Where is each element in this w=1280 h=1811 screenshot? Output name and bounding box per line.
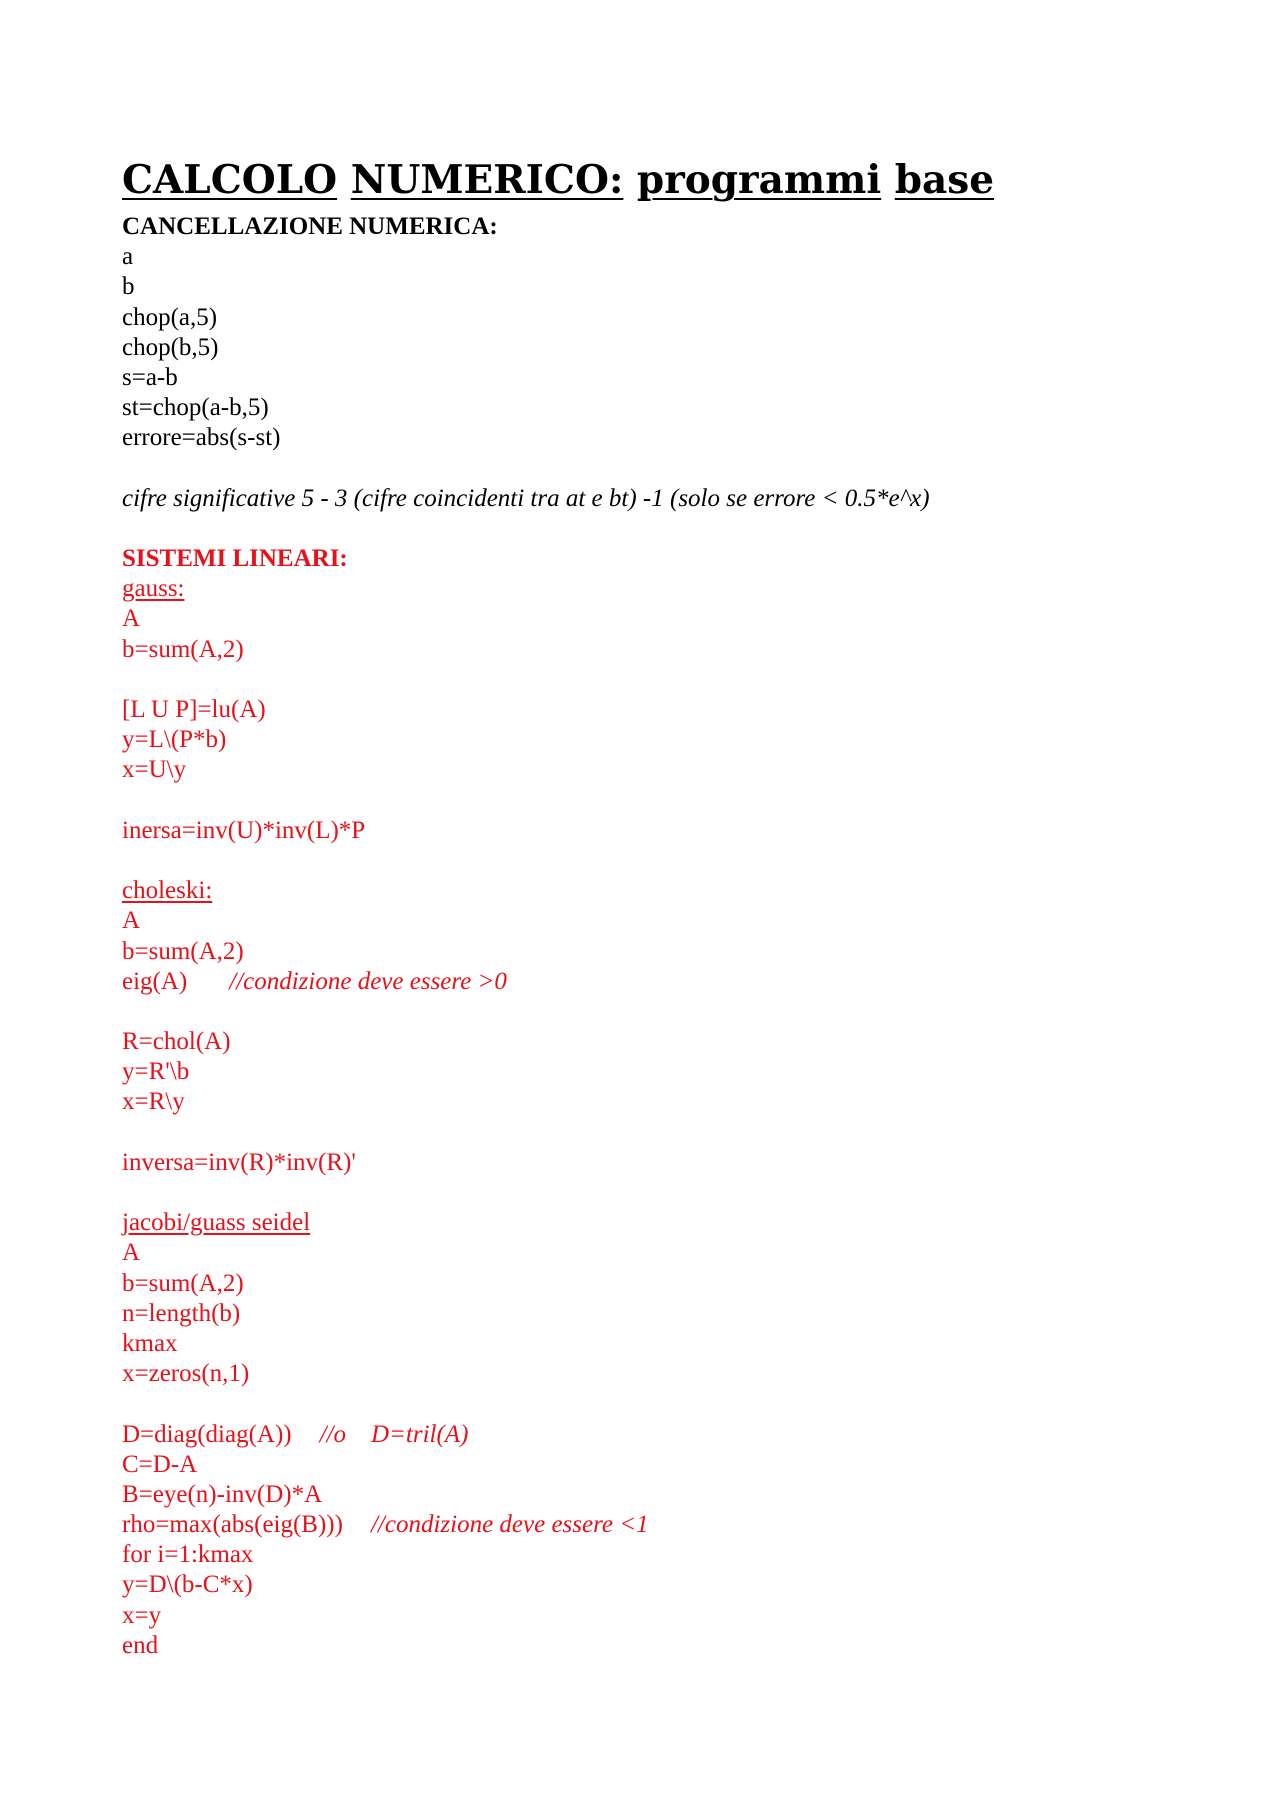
page-title — [122, 152, 1182, 208]
code-line: R=chol(A) — [122, 1028, 231, 1056]
code-line: st=chop(a-b,5) — [122, 394, 269, 422]
section-sistemi-lineari — [122, 544, 1182, 1661]
code-line: for i=1:kmax — [122, 1541, 254, 1569]
section-heading-sistemi: SISTEMI LINEARI: — [122, 545, 348, 573]
code-line: errore=abs(s-st) — [122, 424, 281, 452]
code-line: x=R\y — [122, 1088, 185, 1116]
code-line: y=L\(P*b) — [122, 726, 227, 754]
subsection-label-jacobi: jacobi/guass seidel — [122, 1209, 311, 1237]
code-line: x=U\y — [122, 756, 187, 784]
code-line: end — [122, 1631, 159, 1659]
blank-line — [122, 454, 1182, 484]
code-line: x=y — [122, 1601, 162, 1629]
code-line-with-comment — [122, 1510, 1182, 1540]
code-line: s=a-b — [122, 363, 178, 391]
section-heading-cancellazione: CANCELLAZIONE NUMERICA: — [122, 213, 498, 240]
code-line-with-comment — [122, 1420, 1182, 1450]
code-line-with-comment — [122, 967, 1182, 997]
code-text: rho=max(abs(eig(B))) — [122, 1511, 343, 1539]
blank-line — [122, 1389, 1182, 1419]
code-line: b=sum(A,2) — [122, 1269, 244, 1297]
blank-line — [122, 786, 1182, 816]
code-line: chop(b,5) — [122, 333, 219, 361]
significant-digits-note: cifre significative 5 - 3 (cifre coincidenti tra at e bt) -1 (solo se errore < 0.5*e^x) — [122, 484, 930, 512]
code-text: eig(A) — [122, 967, 188, 995]
blank-line — [122, 514, 1182, 544]
code-line: B=eye(n)-inv(D)*A — [122, 1480, 323, 1508]
code-line: y=R'\b — [122, 1058, 190, 1086]
code-line: y=D\(b-C*x) — [122, 1571, 253, 1599]
code-line: n=length(b) — [122, 1299, 241, 1327]
code-line: b=sum(A,2) — [122, 937, 244, 965]
code-comment: //o D=tril(A) — [319, 1420, 469, 1448]
code-line: kmax — [122, 1329, 178, 1357]
code-line: chop(a,5) — [122, 303, 218, 331]
subsection-label-choleski: choleski: — [122, 877, 213, 905]
blank-line — [122, 997, 1182, 1027]
title-word: CALCOLO — [122, 157, 338, 203]
code-line: [L U P]=lu(A) — [122, 696, 266, 723]
code-line: b — [122, 273, 135, 301]
code-line: b=sum(A,2) — [122, 635, 244, 663]
code-line: inversa=inv(R)*inv(R)' — [122, 1148, 356, 1176]
title-word: base — [894, 157, 995, 203]
code-line: A — [122, 1239, 141, 1267]
code-line: A — [122, 907, 141, 935]
code-line: C=D-A — [122, 1450, 198, 1478]
code-line: inersa=inv(U)*inv(L)*P — [122, 816, 366, 844]
code-line: a — [122, 243, 134, 271]
code-line: x=zeros(n,1) — [122, 1360, 250, 1388]
code-comment: //condizione deve essere >0 — [229, 967, 507, 995]
blank-line — [122, 1178, 1182, 1208]
subsection-label-gauss: gauss: — [122, 575, 185, 603]
code-comment: //condizione deve essere <1 — [370, 1511, 649, 1539]
blank-line — [122, 665, 1182, 695]
document-content — [122, 152, 1182, 1661]
code-text: D=diag(diag(A)) — [122, 1420, 292, 1448]
blank-line — [122, 1118, 1182, 1148]
blank-line — [122, 846, 1182, 876]
title-word: NUMERICO: — [350, 157, 624, 203]
code-line: A — [122, 605, 141, 633]
title-word: programmi — [636, 157, 882, 203]
